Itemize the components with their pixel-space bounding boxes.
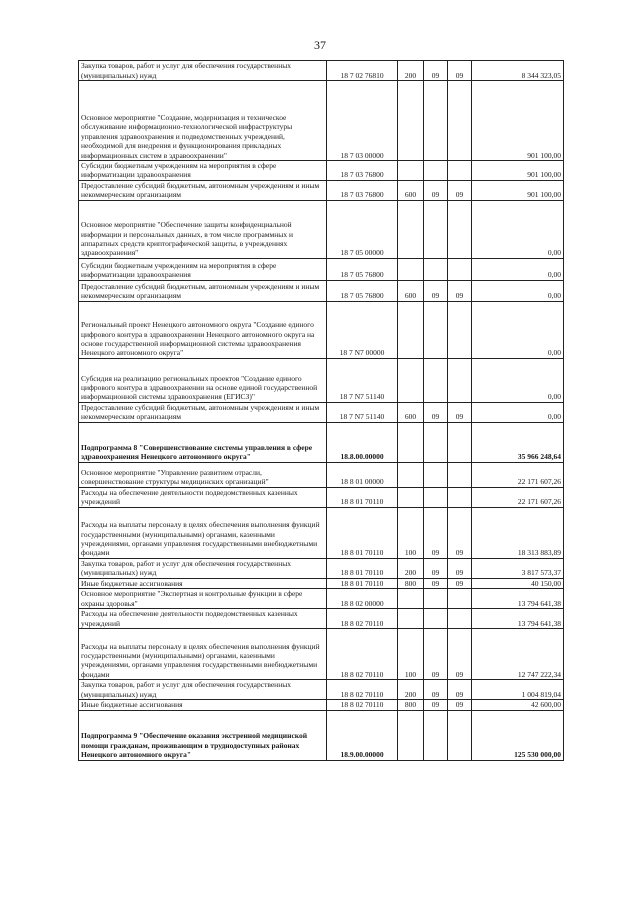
line-item-name: Расходы на обеспечение деятельности подведомственных казенных учреждений <box>79 609 327 629</box>
subsection-code: 09 <box>448 280 472 301</box>
target-article-code: 18 8 01 70110 <box>327 558 398 578</box>
amount-cell: 22 171 607,26 <box>472 487 564 507</box>
target-article-code: 18 7 02 76810 <box>327 61 398 81</box>
target-article-code: 18 8 02 70110 <box>327 609 398 629</box>
section-code: 09 <box>424 680 448 700</box>
section-code: 09 <box>424 280 448 301</box>
subsection-code <box>448 358 472 402</box>
expense-type-code: 100 <box>398 507 424 558</box>
table-row <box>79 609 564 629</box>
target-article-code: 18 7 05 76800 <box>327 258 398 280</box>
page-number: 37 <box>314 38 326 52</box>
target-article-code: 18 7 N7 51140 <box>327 358 398 402</box>
line-item-name: Предоставление субсидий бюджетным, автономным учреждениям и иным некоммерческим организациям <box>79 280 327 301</box>
target-article-code: 18.9.00.00000 <box>327 710 398 760</box>
subsection-code: 09 <box>448 558 472 578</box>
expense-type-code <box>398 200 424 258</box>
expense-type-code: 200 <box>398 61 424 81</box>
amount-cell: 901 100,00 <box>472 81 564 161</box>
amount-cell: 3 817 573,37 <box>472 558 564 578</box>
expense-type-code <box>398 161 424 181</box>
amount-cell: 0,00 <box>472 301 564 358</box>
subsection-code <box>448 258 472 280</box>
expense-type-code: 600 <box>398 280 424 301</box>
line-item-name: Предоставление субсидий бюджетным, автономным учреждениям и иным некоммерческим организациям <box>79 402 327 422</box>
subsection-code <box>448 422 472 462</box>
subsection-code: 09 <box>448 61 472 81</box>
target-article-code: 18 8 01 70110 <box>327 507 398 558</box>
expense-type-code <box>398 358 424 402</box>
target-article-code: 18 7 03 76800 <box>327 161 398 181</box>
line-item-name: Основное мероприятие "Обеспечение защиты конфиденциальной информации и персональных данных, в том числе программных и аппаратных средств криптографической защиты, в учреждениях здравоохранения" <box>79 200 327 258</box>
amount-cell: 901 100,00 <box>472 161 564 181</box>
table-row <box>79 710 564 760</box>
expense-type-code <box>398 710 424 760</box>
expense-type-code: 800 <box>398 578 424 588</box>
amount-cell: 0,00 <box>472 280 564 301</box>
expense-type-code: 100 <box>398 629 424 680</box>
amount-cell: 901 100,00 <box>472 180 564 200</box>
table-row <box>79 61 564 81</box>
amount-cell: 0,00 <box>472 200 564 258</box>
subsection-code <box>448 487 472 507</box>
target-article-code: 18.8.00.00000 <box>327 422 398 462</box>
amount-cell: 40 150,00 <box>472 578 564 588</box>
section-code <box>424 358 448 402</box>
amount-cell: 0,00 <box>472 358 564 402</box>
expense-type-code <box>398 487 424 507</box>
table-row <box>79 180 564 200</box>
section-code: 09 <box>424 558 448 578</box>
amount-cell: 42 600,00 <box>472 700 564 710</box>
amount-cell: 125 530 000,00 <box>472 710 564 760</box>
amount-cell: 0,00 <box>472 258 564 280</box>
section-code: 09 <box>424 700 448 710</box>
section-code: 09 <box>424 578 448 588</box>
table-row <box>79 462 564 487</box>
subsection-code <box>448 200 472 258</box>
target-article-code: 18 8 02 00000 <box>327 589 398 609</box>
amount-cell: 35 966 248,64 <box>472 422 564 462</box>
amount-cell: 12 747 222,34 <box>472 629 564 680</box>
line-item-name: Иные бюджетные ассигнования <box>79 700 327 710</box>
expense-type-code <box>398 301 424 358</box>
target-article-code: 18 8 01 00000 <box>327 462 398 487</box>
line-item-name: Подпрограмма 8 "Совершенствование системы управления в сфере здравоохранения Ненецкого автономного округа" <box>79 422 327 462</box>
section-code <box>424 710 448 760</box>
subsection-code <box>448 710 472 760</box>
section-code <box>424 487 448 507</box>
table-row <box>79 487 564 507</box>
table-row <box>79 200 564 258</box>
expense-type-code: 200 <box>398 558 424 578</box>
subsection-code <box>448 462 472 487</box>
subsection-code: 09 <box>448 629 472 680</box>
amount-cell: 22 171 607,26 <box>472 462 564 487</box>
target-article-code: 18 7 05 00000 <box>327 200 398 258</box>
line-item-name: Субсидии бюджетным учреждениям на мероприятия в сфере информатизации здравоохранения <box>79 258 327 280</box>
table-row <box>79 629 564 680</box>
target-article-code: 18 8 01 70110 <box>327 578 398 588</box>
table-row <box>79 301 564 358</box>
section-code <box>424 81 448 161</box>
line-item-name: Иные бюджетные ассигнования <box>79 578 327 588</box>
line-item-name: Закупка товаров, работ и услуг для обеспечения государственных (муниципальных) нужд <box>79 558 327 578</box>
subsection-code <box>448 161 472 181</box>
section-code <box>424 609 448 629</box>
subsection-code <box>448 589 472 609</box>
table-row <box>79 402 564 422</box>
section-code: 09 <box>424 629 448 680</box>
target-article-code: 18 8 01 70110 <box>327 487 398 507</box>
expense-type-code <box>398 258 424 280</box>
budget-table-body <box>79 61 564 761</box>
expense-type-code <box>398 81 424 161</box>
table-row <box>79 422 564 462</box>
section-code: 09 <box>424 61 448 81</box>
amount-cell: 1 004 819,04 <box>472 680 564 700</box>
subsection-code: 09 <box>448 180 472 200</box>
amount-cell: 18 313 883,89 <box>472 507 564 558</box>
expense-type-code <box>398 422 424 462</box>
subsection-code <box>448 81 472 161</box>
amount-cell: 8 344 323,05 <box>472 61 564 81</box>
section-code <box>424 589 448 609</box>
section-code <box>424 258 448 280</box>
section-code <box>424 462 448 487</box>
expense-type-code <box>398 589 424 609</box>
subsection-code: 09 <box>448 578 472 588</box>
line-item-name: Региональный проект Ненецкого автономного округа "Создание единого цифрового контура в здравоохранении Ненецкого автономного округа на основе государственной информационной системы здравоохранения Ненецкого автономного округа" <box>79 301 327 358</box>
line-item-name: Основное мероприятие "Управление развитием отрасли, совершенствование структуры медицинских организаций" <box>79 462 327 487</box>
expense-type-code: 600 <box>398 402 424 422</box>
expense-type-code: 200 <box>398 680 424 700</box>
target-article-code: 18 7 N7 00000 <box>327 301 398 358</box>
expense-type-code <box>398 462 424 487</box>
expense-type-code: 600 <box>398 180 424 200</box>
budget-table <box>78 60 564 761</box>
target-article-code: 18 8 02 70110 <box>327 700 398 710</box>
expense-type-code <box>398 609 424 629</box>
line-item-name: Расходы на обеспечение деятельности подведомственных казенных учреждений <box>79 487 327 507</box>
target-article-code: 18 7 05 76800 <box>327 280 398 301</box>
table-row <box>79 161 564 181</box>
subsection-code: 09 <box>448 700 472 710</box>
section-code: 09 <box>424 507 448 558</box>
line-item-name: Расходы на выплаты персоналу в целях обеспечения выполнения функций государственными (муниципальными) органами, казенными учреждениями, органами управления государственными внебюджетными фондами <box>79 629 327 680</box>
amount-cell: 13 794 641,38 <box>472 609 564 629</box>
subsection-code <box>448 609 472 629</box>
table-row <box>79 589 564 609</box>
section-code <box>424 422 448 462</box>
table-row <box>79 258 564 280</box>
subsection-code: 09 <box>448 507 472 558</box>
amount-cell: 0,00 <box>472 402 564 422</box>
line-item-name: Расходы на выплаты персоналу в целях обеспечения выполнения функций государственными (муниципальными) органами, казенными учреждениями, органами управления государственными внебюджетными фондами <box>79 507 327 558</box>
target-article-code: 18 7 03 00000 <box>327 81 398 161</box>
amount-cell: 13 794 641,38 <box>472 589 564 609</box>
line-item-name: Предоставление субсидий бюджетным, автономным учреждениям и иным некоммерческим организациям <box>79 180 327 200</box>
section-code <box>424 301 448 358</box>
table-row <box>79 81 564 161</box>
line-item-name: Основное мероприятие "Экспертная и контрольные функции в сфере охраны здоровья" <box>79 589 327 609</box>
target-article-code: 18 8 02 70110 <box>327 680 398 700</box>
table-row <box>79 578 564 588</box>
target-article-code: 18 7 03 76800 <box>327 180 398 200</box>
section-code <box>424 200 448 258</box>
subsection-code <box>448 301 472 358</box>
table-row <box>79 507 564 558</box>
line-item-name: Подпрограмма 9 "Обеспечение оказания экстренной медицинской помощи гражданам, проживающим в труднодоступных районах Ненецкого автономного округа" <box>79 710 327 760</box>
target-article-code: 18 7 N7 51140 <box>327 402 398 422</box>
section-code: 09 <box>424 402 448 422</box>
expense-type-code: 800 <box>398 700 424 710</box>
table-row <box>79 700 564 710</box>
section-code <box>424 161 448 181</box>
table-row <box>79 280 564 301</box>
table-row <box>79 558 564 578</box>
subsection-code: 09 <box>448 402 472 422</box>
section-code: 09 <box>424 180 448 200</box>
line-item-name: Закупка товаров, работ и услуг для обеспечения государственных (муниципальных) нужд <box>79 61 327 81</box>
line-item-name: Субсидии бюджетным учреждениям на мероприятия в сфере информатизации здравоохранения <box>79 161 327 181</box>
subsection-code: 09 <box>448 680 472 700</box>
table-row <box>79 680 564 700</box>
line-item-name: Закупка товаров, работ и услуг для обеспечения государственных (муниципальных) нужд <box>79 680 327 700</box>
target-article-code: 18 8 02 70110 <box>327 629 398 680</box>
line-item-name: Субсидия на реализацию региональных проектов "Создание единого цифрового контура в здравоохранении на основе единой государственной информационной системы здравоохранения (ЕГИСЗ)" <box>79 358 327 402</box>
line-item-name: Основное мероприятие "Создание, модернизация и техническое обслуживание информационно-технологической инфраструктуры управления здравоохранения и подведомственных учреждений, необходимой для внедрения и функционирования прикладных информационных систем в здравоохранении" <box>79 81 327 161</box>
table-row <box>79 358 564 402</box>
